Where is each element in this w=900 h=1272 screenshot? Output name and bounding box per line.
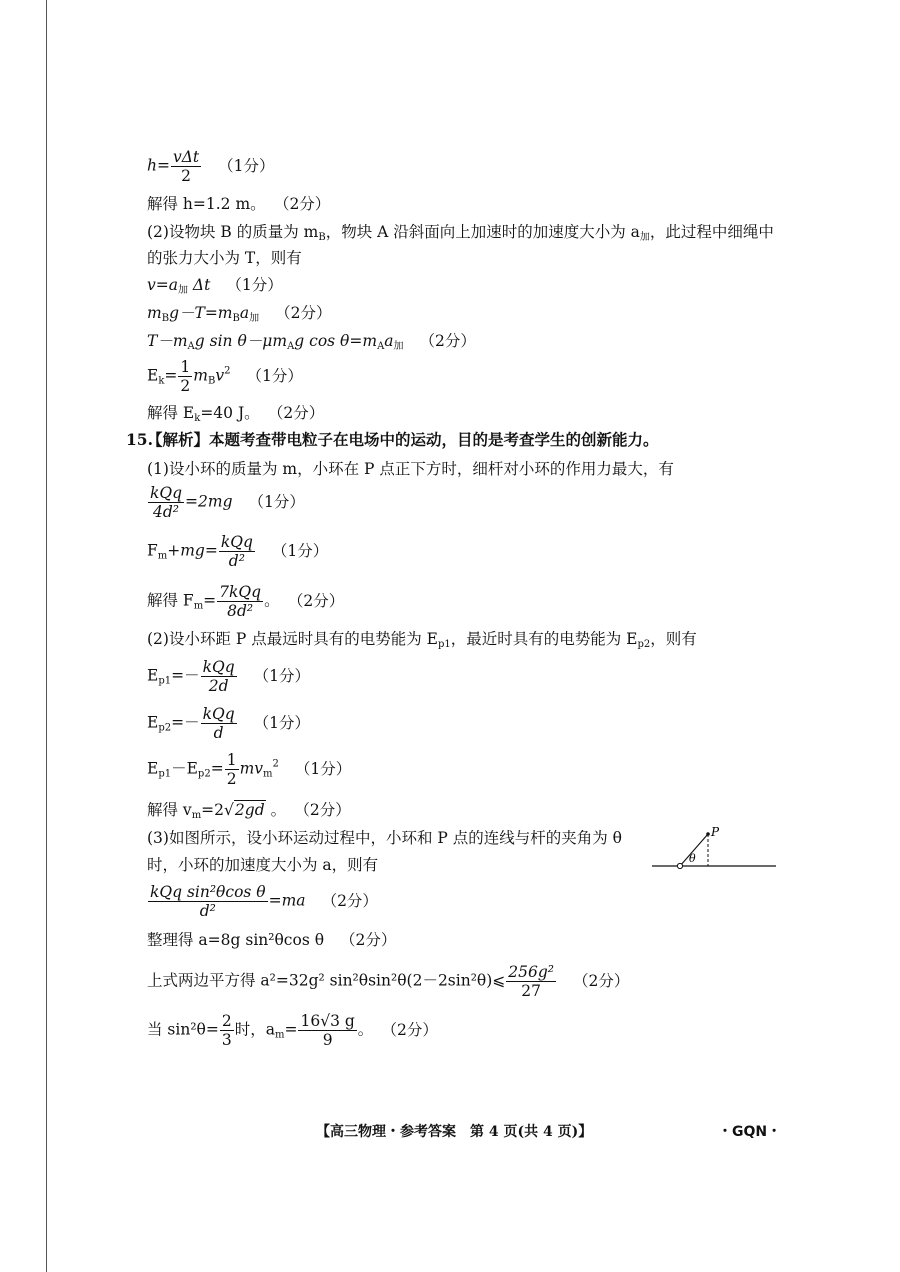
q15-squared: 上式两边平方得 a²=32g² sin²θsin²θ(2－2sin²θ)⩽ $\frac{\text{256g²}}{27}$ （2分） xyxy=(147,963,630,1000)
q15-result-vm: 解得 $v_m=2√2gd$ 。 （2分） xyxy=(147,801,351,821)
question-number: 15. xyxy=(126,430,153,449)
equation-h: h= $\frac{\text{vΔt}}{2}$ （1分） xyxy=(147,148,275,185)
q15-equation-ep2: $E_{p2}=-$ $\frac{\text{kQq}}{d}$ （1分） xyxy=(147,705,310,742)
binding-line xyxy=(46,0,47,1272)
equation-tension: $T-m_Ag$ $\sin \theta-\mu m_Ag$ $\cos \theta=m_Aa_加$ （2分） xyxy=(147,332,476,352)
ring xyxy=(677,863,682,868)
q15-equation-energy: $E_{p1}-E_{p2}=$ $\frac{1}{2}$ $mv_m^2$ （1分） xyxy=(147,751,352,788)
part2-intro-cont: 的张力大小为 T，则有 xyxy=(147,249,302,267)
label-p: P xyxy=(711,826,720,839)
equation-mb: $m_Bg-T=m_Ba_加$ （2分） xyxy=(147,304,332,324)
q15-part3-intro-cont: 时，小环的加速度大小为 a，则有 xyxy=(147,856,379,874)
q15-equation-1: $\frac{\text{kQq}}{\text{4d²}}$ =2mg （1分） xyxy=(150,484,305,521)
q15-equation-2: $F_m+mg=$ $\frac{\text{kQq}}{\text{d²}}$ （1分） xyxy=(147,533,329,570)
q15-result-am: 当 sin²θ= $\frac{2}{3}$ 时，$a_m=$ $\frac{16√3 g}{9}$ 。 （2分） xyxy=(147,1012,438,1049)
point-p xyxy=(706,832,710,836)
footer-title: 【高三物理・参考答案 第 4 页(共 4 页)】 xyxy=(316,1124,593,1140)
footer-code: ・GQN・ xyxy=(718,1124,782,1140)
equation-v: $v=a_加$ Δt （1分） xyxy=(147,276,283,296)
analysis-header: 【解析】本题考查带电粒子在电场中的运动，目的是考查学生的创新能力。 xyxy=(147,430,659,449)
q15-part2-intro: (2)设小环距 P 点最远时具有的电势能为 $E_{p1}$，最近时具有的电势能为 $E_{p2}$，则有 xyxy=(147,630,697,650)
q15-equation-accel: $\frac{\text{kQq sin²θcos θ}}{\text{d²}}$ =ma （2分） xyxy=(150,883,378,920)
result-ek: 解得 $E_k=40$ J。 （2分） xyxy=(147,404,325,424)
part2-intro: (2)设物块 B 的质量为 $m_B$，物块 A 沿斜面向上加速时的加速度大小为 $a_加$，此过程中细绳中 xyxy=(147,223,774,243)
q15-part1-intro: (1)设小环的质量为 m，小环在 P 点正下方时，细杆对小环的作用力最大，有 xyxy=(147,460,674,478)
label-theta: θ xyxy=(689,852,696,865)
q15-result-fm: 解得 $F_m=$ $\frac{\text{7kQq}}{\text{8d²}}$ 。 （2分） xyxy=(147,583,345,620)
q15-part3-intro: (3)如图所示，设小环运动过程中，小环和 P 点的连线与杆的夹角为 θ xyxy=(147,829,622,847)
result-h: 解得 h=1.2 m。 （2分） xyxy=(147,195,331,213)
ring-rod-figure xyxy=(648,826,778,872)
q15-simplified: 整理得 a=8g sin²θcos θ （2分） xyxy=(147,931,397,949)
equation-ek: $E_k=$ $\frac{1}{2}$ $m_Bv^2$ （1分） xyxy=(147,358,303,395)
q15-equation-ep1: $E_{p1}=-$ $\frac{\text{kQq}}{2d}$ （1分） xyxy=(147,658,310,695)
